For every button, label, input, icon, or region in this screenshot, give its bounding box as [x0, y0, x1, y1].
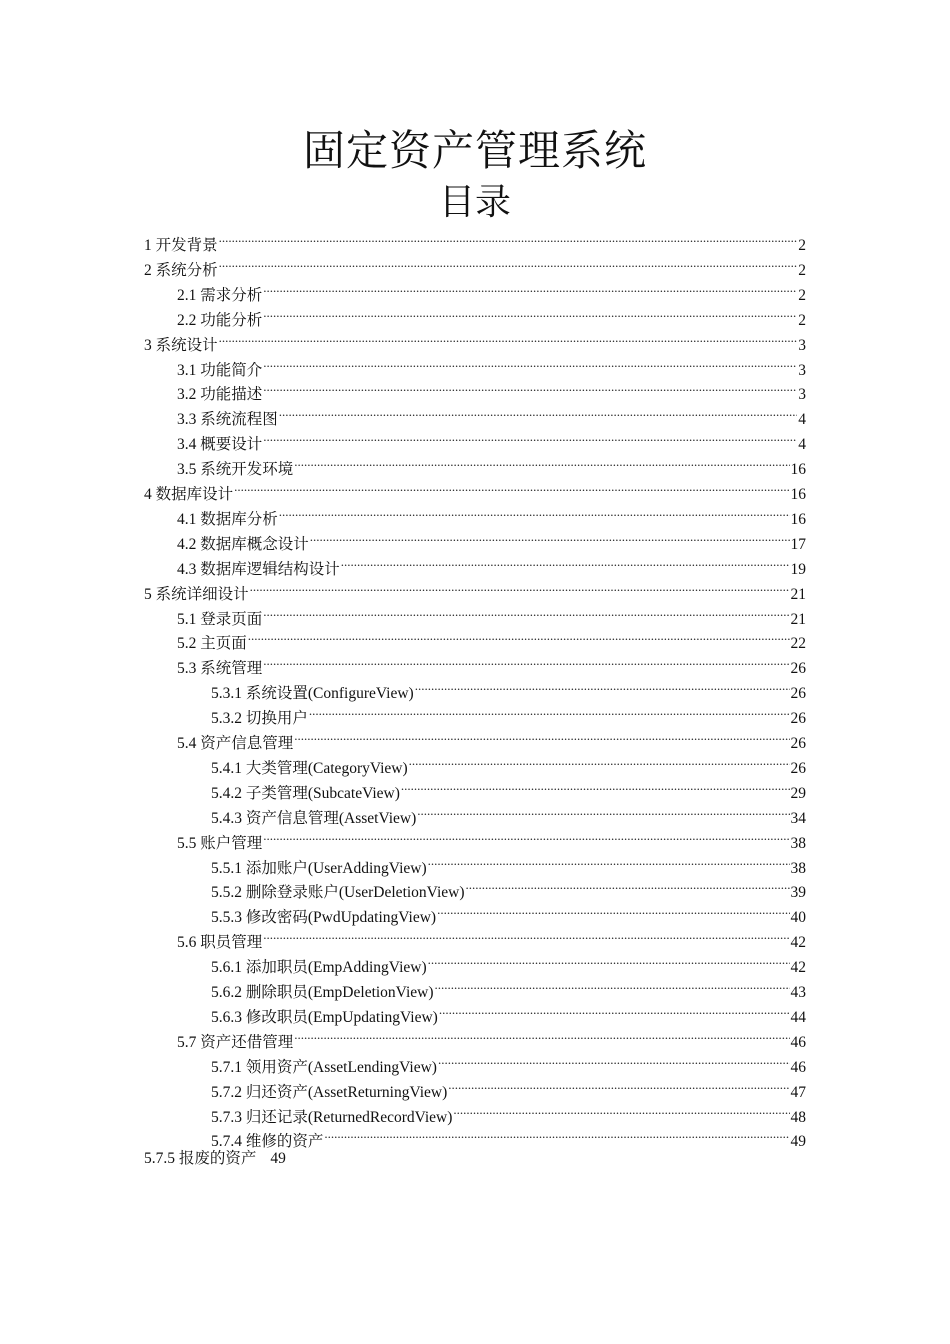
toc-leader-dots [263, 375, 797, 399]
toc-entry-label: 5 系统详细设计 [144, 585, 249, 603]
toc-entry-label: 5.6 职员管理 [177, 934, 263, 952]
toc-entry-label: 5.4 资产信息管理 [177, 735, 294, 752]
toc-entry[interactable] [211, 799, 806, 827]
toc-entry[interactable] [177, 425, 806, 454]
toc-entry-label: 5.6.2 删除职员(EmpDeletionView) [211, 984, 434, 1001]
toc-entry-label: 5.4.3 资产信息管理(AssetView) [211, 809, 417, 827]
toc-page-number: 26 [790, 759, 806, 777]
toc-leader-dots [435, 973, 790, 997]
toc-entry-label: 4.2 数据库概念设计 [177, 535, 309, 553]
toc-entry-label: 3.5 系统开发环境 [177, 461, 294, 479]
toc-entry[interactable] [144, 575, 806, 603]
toc-entry-label: 5.6.1 添加职员(EmpAddingView) [211, 959, 427, 977]
toc-page-number: 29 [790, 784, 806, 802]
toc-entry[interactable] [211, 973, 806, 1001]
toc-entry-label: 5.2 主页面 [177, 635, 247, 653]
toc-page-number: 2 [798, 286, 806, 304]
toc-leader-dots [263, 425, 797, 449]
toc-leader-dots [409, 749, 790, 773]
toc-entry[interactable] [144, 475, 806, 503]
toc-page-number: 38 [790, 859, 806, 877]
toc-leader-dots [263, 276, 797, 300]
toc-leader-dots [417, 799, 789, 823]
toc-entry[interactable] [177, 923, 806, 952]
toc-page-number: 16 [790, 510, 806, 528]
toc-page-number: 43 [790, 984, 806, 1001]
toc-entry-label: 2.1 需求分析 [177, 286, 263, 304]
toc-entry-label: 5.5.1 添加账户(UserAddingView) [211, 859, 427, 877]
toc-entry-label: 5.6.3 修改职员(EmpUpdatingView) [211, 1008, 438, 1026]
toc-page-number: 49 [270, 1150, 286, 1168]
toc-page-number: 49 [790, 1133, 806, 1151]
toc-leader-dots [448, 1073, 789, 1097]
toc-entry[interactable] [177, 351, 806, 379]
toc-leader-dots [294, 724, 789, 748]
toc-leader-dots [263, 824, 789, 848]
toc-entry[interactable] [177, 624, 806, 653]
toc-leader-dots [438, 1048, 790, 1072]
toc-page-number: 3 [798, 336, 806, 354]
toc-entry-label: 3.1 功能简介 [177, 361, 263, 379]
toc-page-number: 2 [798, 311, 806, 329]
toc-page-number: 47 [790, 1083, 806, 1101]
toc-leader-dots [219, 251, 798, 275]
toc-entry-label: 5.3 系统管理 [177, 660, 263, 678]
toc-entry[interactable] [177, 500, 806, 528]
toc-leader-dots [439, 998, 790, 1022]
toc-page-number: 3 [798, 386, 806, 404]
toc-entry-label: 5.3.1 系统设置(ConfigureView) [211, 685, 414, 703]
toc-entry[interactable] [211, 674, 806, 703]
toc-entry[interactable] [177, 301, 806, 329]
toc-leader-dots [234, 475, 789, 499]
toc-leader-dots [324, 1122, 789, 1146]
toc-leader-dots [263, 301, 797, 325]
toc-entry[interactable] [177, 550, 806, 578]
toc-page-number: 21 [790, 585, 806, 603]
toc-leader-dots [309, 699, 790, 723]
toc-entry[interactable] [211, 849, 806, 877]
toc-page-number: 2 [798, 261, 806, 279]
toc-entry[interactable] [144, 226, 806, 254]
toc-entry-label: 5.7.3 归还记录(ReturnedRecordView) [211, 1108, 453, 1126]
toc-leader-dots [219, 226, 798, 250]
toc-leader-dots [465, 873, 789, 897]
toc-entry[interactable] [211, 699, 806, 728]
toc-leader-dots [415, 674, 790, 698]
toc-entry-label: 4 数据库设计 [144, 486, 234, 503]
toc-page-number: 26 [790, 660, 806, 678]
toc-page-number: 26 [790, 735, 806, 752]
document-title: 固定资产管理系统 [302, 129, 647, 175]
toc-entry-label: 5.3.2 切换用户 [211, 710, 308, 728]
toc-leader-dots [263, 351, 797, 375]
toc-entry[interactable] [211, 998, 806, 1026]
toc-entry-label: 5.5.3 修改密码(PwdUpdatingView) [211, 909, 437, 927]
toc-page-number: 4 [798, 411, 806, 429]
toc-entry[interactable] [211, 898, 806, 927]
toc-page-number: 44 [790, 1008, 806, 1026]
toc-entry-label: 2 系统分析 [144, 261, 218, 279]
toc-entry-label: 3.4 概要设计 [177, 436, 263, 454]
toc-leader-dots [263, 600, 789, 624]
toc-page-number: 22 [790, 635, 806, 653]
toc-entry[interactable] [211, 1098, 806, 1126]
toc-entry-label: 1 开发背景 [144, 237, 218, 254]
toc-entry[interactable] [177, 276, 806, 304]
toc-page-number: 46 [790, 1033, 806, 1051]
toc-leader-dots [437, 898, 789, 922]
toc-entry[interactable] [144, 251, 806, 279]
toc-entry-label: 5.7 资产还借管理 [177, 1033, 294, 1051]
toc-entry[interactable] [177, 824, 806, 852]
toc-leader-dots [248, 624, 790, 648]
toc-entry[interactable] [211, 948, 806, 977]
toc-leader-dots [250, 575, 790, 599]
toc-entry[interactable] [211, 1122, 806, 1151]
toc-entry-label: 5.4.2 子类管理(SubcateView) [211, 784, 400, 802]
toc-page-number: 39 [790, 884, 806, 902]
toc-page-number: 26 [790, 685, 806, 703]
toc-entry[interactable] [211, 749, 806, 777]
toc-entry[interactable] [177, 600, 806, 628]
toc-entry[interactable] [211, 873, 806, 902]
toc-heading: 目录 [438, 182, 511, 222]
toc-leader-dots [279, 400, 797, 424]
toc-leader-dots [294, 450, 789, 474]
toc-leader-dots [294, 1023, 789, 1047]
toc-page-number: 17 [790, 535, 806, 553]
toc-entry-label: 5.7.2 归还资产(AssetReturningView) [211, 1083, 448, 1101]
toc-entry-label: 5.7.5 报废的资产 [144, 1150, 257, 1168]
toc-entry-label: 3.3 系统流程图 [177, 411, 278, 429]
toc-entry-label: 5.7.4 维修的资产 [211, 1133, 324, 1151]
toc-leader-dots [428, 849, 790, 873]
toc-entry[interactable] [177, 525, 806, 553]
toc-entry[interactable] [144, 326, 806, 354]
toc-entry-label: 5.5 账户管理 [177, 834, 263, 852]
toc-leader-dots [263, 923, 789, 947]
toc-entry-label: 5.4.1 大类管理(CategoryView) [211, 759, 408, 777]
toc-leader-dots [428, 948, 790, 972]
toc-entry[interactable] [177, 400, 806, 429]
toc-page-number: 16 [790, 486, 806, 503]
toc-entry[interactable] [177, 1023, 806, 1051]
toc-entry[interactable] [177, 375, 806, 404]
toc-leader-dots [263, 649, 789, 673]
toc-entry-label: 5.5.2 删除登录账户(UserDeletionView) [211, 884, 465, 902]
toc-leader-dots [310, 525, 790, 549]
toc-entry[interactable] [177, 649, 806, 678]
toc-entry[interactable] [177, 450, 806, 479]
toc-page-number: 4 [798, 436, 806, 454]
toc-page-number: 42 [790, 934, 806, 952]
toc-entry-label: 2.2 功能分析 [177, 311, 263, 329]
toc-page-number: 38 [790, 834, 806, 852]
toc-page-number: 16 [790, 461, 806, 479]
toc-leader-dots [219, 326, 798, 350]
toc-entry-tail[interactable] [144, 1147, 286, 1171]
toc-entry[interactable] [211, 1048, 806, 1076]
toc-page-number: 42 [790, 959, 806, 977]
toc-entry-label: 3.2 功能描述 [177, 386, 263, 404]
toc-leader-dots [279, 500, 790, 524]
toc-entry-label: 3 系统设计 [144, 336, 218, 354]
toc-page-number: 26 [790, 710, 806, 728]
toc-leader-dots [453, 1098, 789, 1122]
toc-page-number: 48 [790, 1108, 806, 1126]
toc-entry[interactable] [211, 774, 806, 802]
toc-page-number: 34 [790, 809, 806, 827]
toc-entry[interactable] [211, 1073, 806, 1101]
toc-page-number: 40 [790, 909, 806, 927]
toc-entry[interactable] [177, 724, 806, 752]
toc-entry-label: 5.7.1 领用资产(AssetLendingView) [211, 1058, 437, 1076]
toc-page-number: 19 [790, 560, 806, 578]
toc-entry-label: 4.3 数据库逻辑结构设计 [177, 560, 340, 578]
toc-page-number: 2 [798, 237, 806, 254]
toc-page-number: 46 [790, 1058, 806, 1076]
toc-entry-label: 5.1 登录页面 [177, 610, 263, 628]
toc-leader-dots [401, 774, 790, 798]
toc-page-number: 3 [798, 361, 806, 379]
toc-entry-label: 4.1 数据库分析 [177, 510, 278, 528]
toc-page-number: 21 [790, 610, 806, 628]
toc-leader-dots [341, 550, 790, 574]
